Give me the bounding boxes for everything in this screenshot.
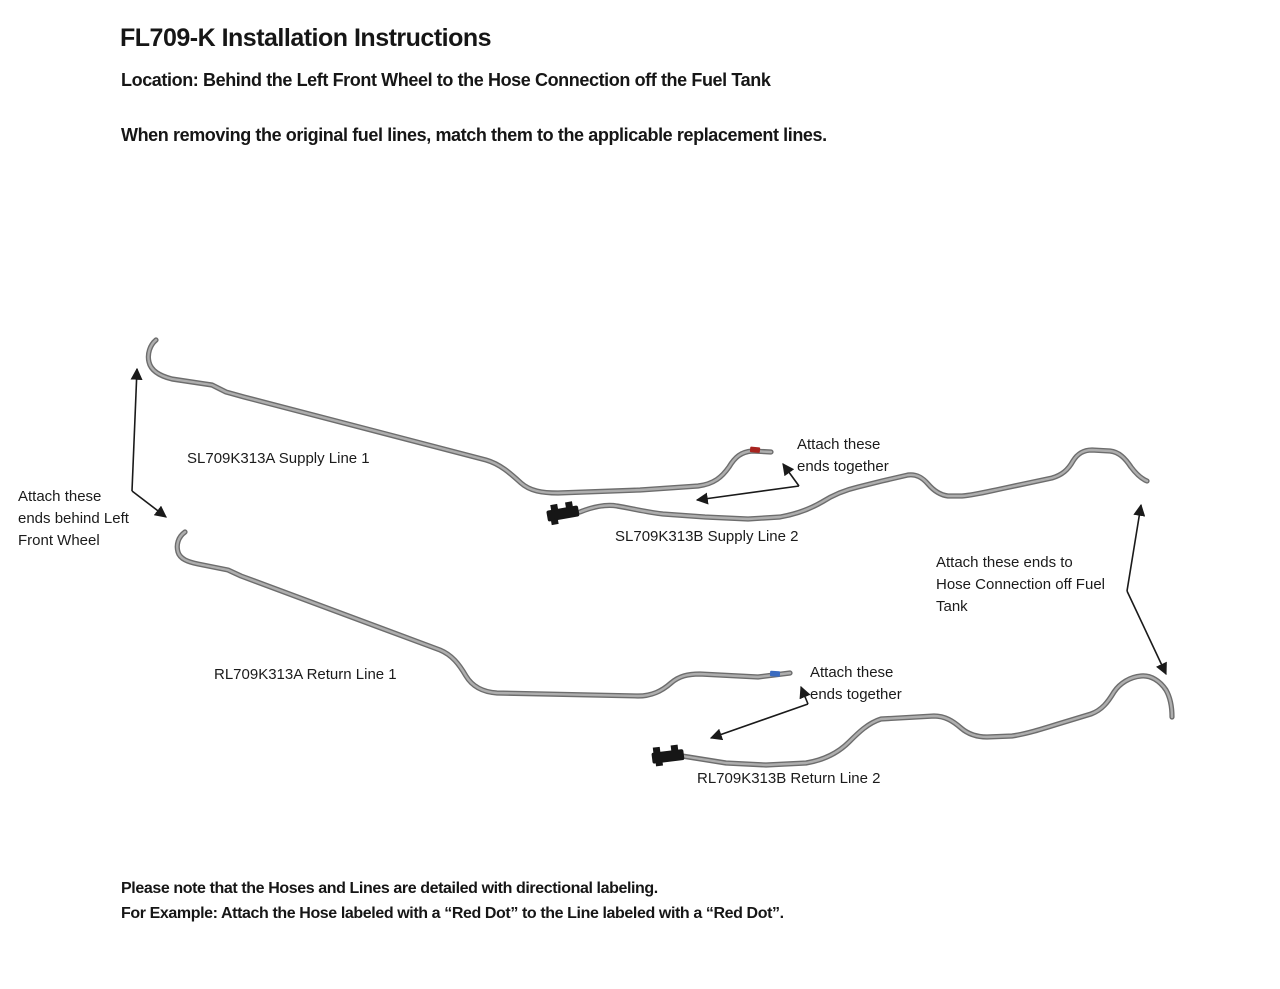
removal-instruction-line: When removing the original fuel lines, match them to the applicable replacement lines. — [121, 125, 827, 145]
footer-note-line-1: Please note that the Hoses and Lines are detailed with directional labeling. — [121, 880, 658, 897]
callout-line: Attach these — [18, 488, 102, 505]
callout-fuel-tank — [936, 552, 1105, 618]
callout-line: ends together — [810, 686, 902, 703]
callout-line: ends together — [797, 458, 889, 475]
return-line-2-label: RL709K313B Return Line 2 — [697, 770, 881, 787]
return-line-1-label: RL709K313A Return Line 1 — [214, 666, 397, 683]
supply-line-1-label: SL709K313A Supply Line 1 — [187, 450, 370, 467]
return-line-2-fitting — [651, 744, 685, 767]
fuel-tank-arrows — [1127, 505, 1166, 674]
callout-line: Attach these ends to — [936, 554, 1073, 571]
callout-line: Tank — [936, 598, 968, 615]
callout-return-attach — [810, 662, 902, 706]
behind-wheel-arrows — [132, 369, 166, 517]
callout-line: ends behind Left — [18, 510, 129, 527]
footer-notes — [121, 876, 784, 926]
supply-line-1-tube — [148, 340, 771, 493]
blue-dot-marker — [770, 671, 780, 677]
supply-line-2-fitting — [545, 500, 580, 525]
page-title: FL709-K Installation Instructions — [120, 24, 492, 52]
callout-behind-wheel — [18, 486, 129, 552]
return-attach-arrows — [711, 687, 808, 738]
callout-line: Attach these — [810, 664, 894, 681]
red-dot-marker — [750, 446, 761, 453]
callout-supply-attach — [797, 434, 889, 478]
return-line-2-tube — [651, 676, 1172, 767]
callout-line: Attach these — [797, 436, 881, 453]
location-line: Location: Behind the Left Front Wheel to the Hose Connection off the Fuel Tank — [121, 70, 771, 90]
callout-line: Hose Connection off Fuel — [936, 576, 1105, 593]
callout-line: Front Wheel — [18, 532, 100, 549]
supply-line-2-label: SL709K313B Supply Line 2 — [615, 528, 799, 545]
footer-note-line-2: For Example: Attach the Hose labeled with a “Red Dot” to the Line labeled with a “Red Dot”. — [121, 905, 784, 922]
